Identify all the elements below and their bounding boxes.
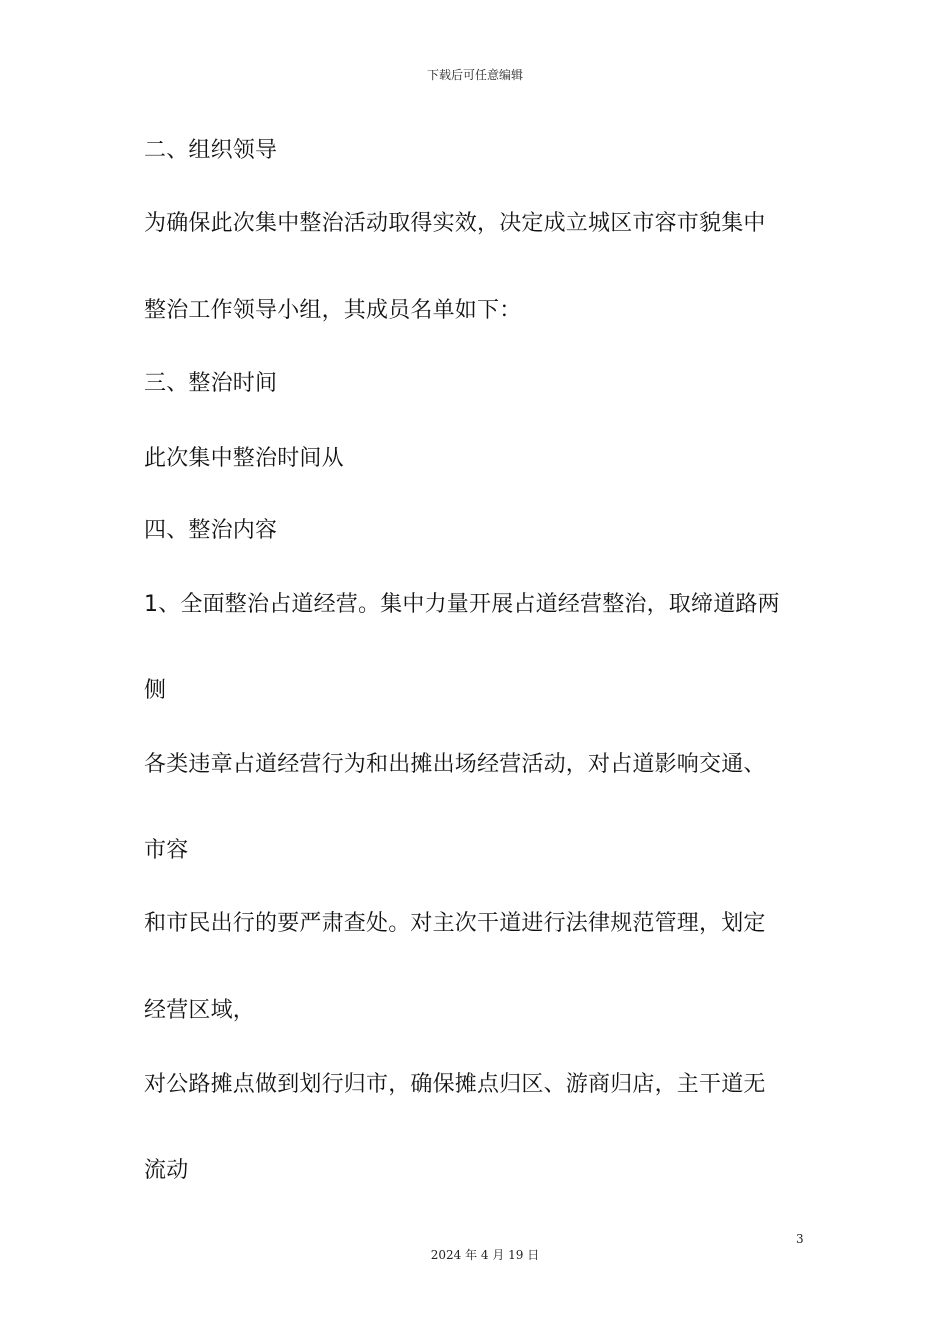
paragraph-line: 整治工作领导小组，其成员名单如下： [144,298,522,323]
paragraph-line: 经营区域， [144,998,256,1023]
section-heading-organization: 二、组织领导 [144,138,278,163]
paragraph-line: 1、全面整治占道经营。集中力量开展占道经营整治，取缔道路两 [144,592,780,617]
paragraph-line: 侧 [144,678,167,703]
paragraph-line: 为确保此次集中整治活动取得实效，决定成立城区市容市貌集中 [144,211,766,236]
page-header: 下载后可任意编辑 [426,68,523,82]
paragraph-line: 此次集中整治时间从 [144,446,344,471]
section-heading-content: 四、整治内容 [144,518,278,543]
paragraph-line: 对公路摊点做到划行归市，确保摊点归区、游商归店，主干道无 [144,1072,766,1097]
page-number: 3 [796,1232,804,1246]
paragraph-line: 和市民出行的要严肃查处。对主次干道进行法律规范管理，划定 [144,911,766,936]
paragraph-line: 流动 [144,1158,189,1183]
section-heading-time: 三、整治时间 [144,371,278,396]
footer-date: 2024 年 4 月 19 日 [430,1248,540,1262]
paragraph-line: 各类违章占道经营行为和出摊出场经营活动，对占道影响交通、 [144,752,766,777]
paragraph-line: 市容 [144,838,189,863]
